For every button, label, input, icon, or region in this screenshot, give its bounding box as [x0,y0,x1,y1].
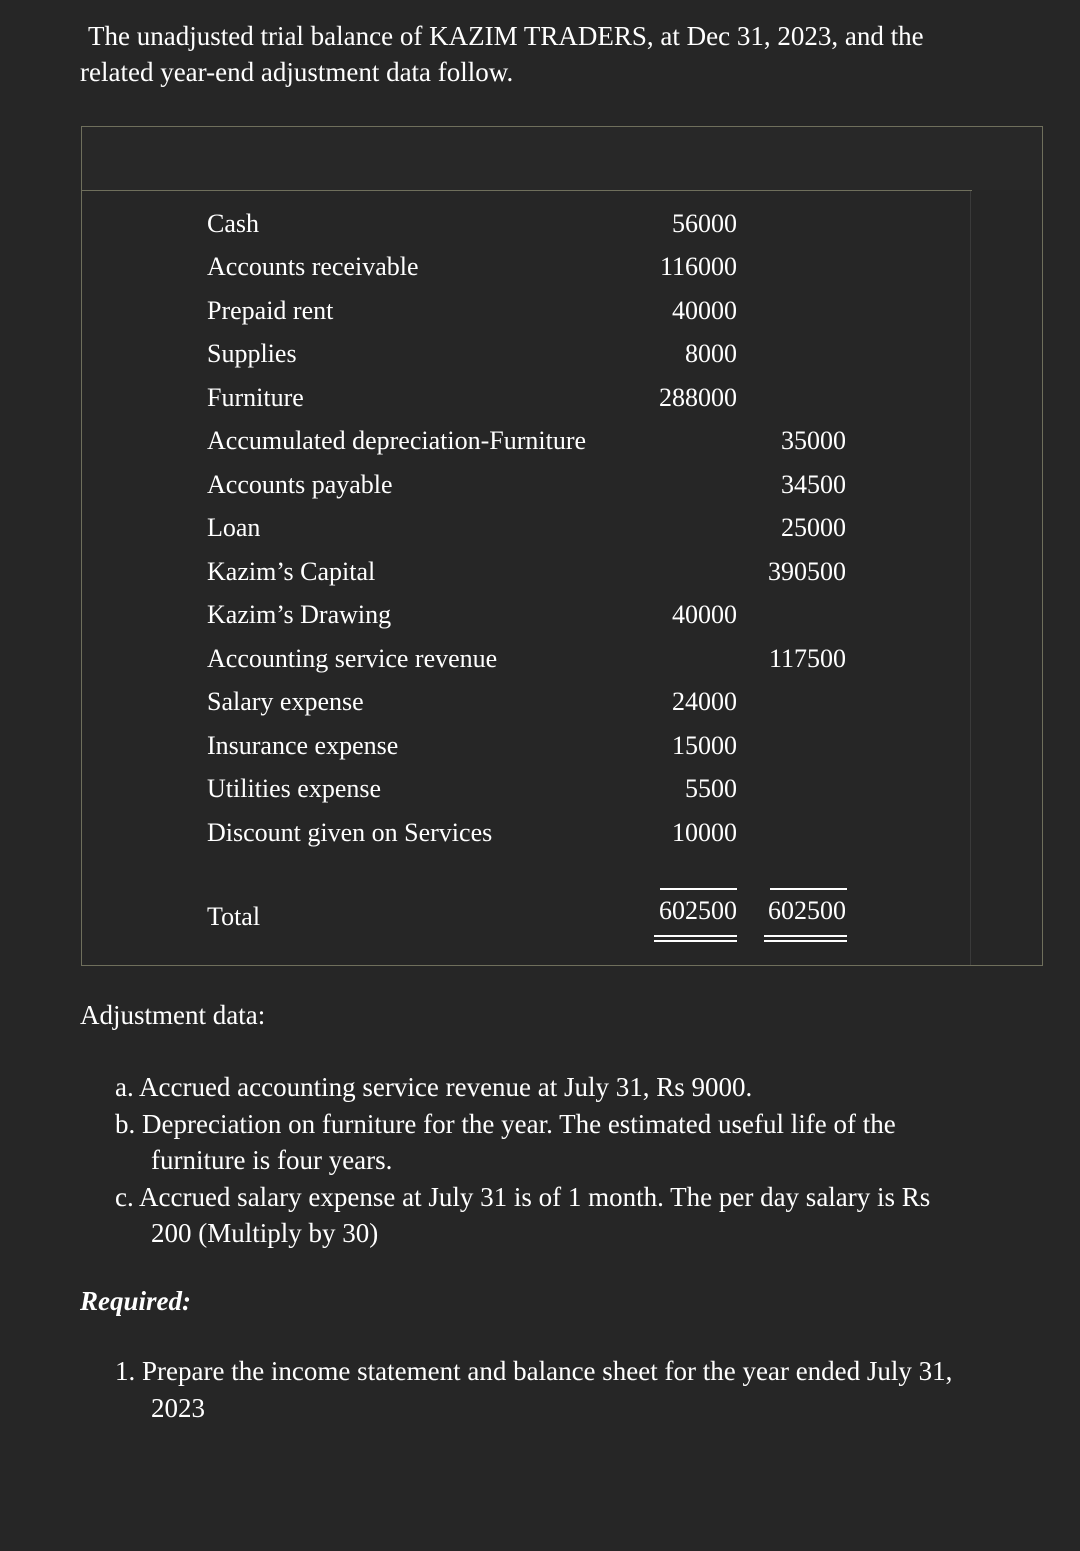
account-name: Loan [207,513,261,542]
account-name: Kazim’s Drawing [207,600,392,629]
account-name: Kazim’s Capital [207,557,376,586]
table-row [82,383,970,419]
debit-value: 56000 [672,209,737,238]
intro-line-1: The unadjusted trial balance of KAZIM TRADERS, at Dec 31, 2023, and the [88,21,924,51]
adjustment-list [115,1069,995,1252]
debit-value: 116000 [659,252,737,281]
debit-value: 40000 [672,296,737,325]
account-name: Accounts payable [207,470,393,499]
adjustment-data-heading: Adjustment data: [80,1000,266,1030]
credit-total-double-rule-bottom [764,940,847,942]
credit-value: 117500 [768,644,846,673]
table-row [82,600,970,636]
table-row [82,557,970,593]
account-name: Prepaid rent [207,296,334,325]
table-row [82,644,970,680]
account-name: Discount given on Services [207,818,493,847]
adjustment-b-line-2: furniture is four years. [151,1145,393,1175]
account-name: Cash [207,209,259,238]
adjustment-item-a [115,1069,995,1106]
table-row [82,687,970,723]
credit-value: 25000 [781,513,846,542]
debit-value: 40000 [672,600,737,629]
table-row [82,513,970,549]
debit-total-double-rule-top [654,935,737,937]
table-row [82,252,970,288]
table-row [82,731,970,767]
debit-value: 24000 [672,687,737,716]
debit-value: 15000 [672,731,737,760]
total-label: Total [207,902,261,931]
required-heading: Required: [80,1286,191,1316]
trial-balance-table [81,126,1043,966]
account-name: Insurance expense [207,731,399,760]
account-name: Furniture [207,383,304,412]
required-list [115,1353,1015,1426]
required-item-1-line-1: 1. Prepare the income statement and balance sheet for the year ended July 31, [115,1356,953,1386]
account-name: Accounting service revenue [207,644,498,673]
adjustment-item-b [115,1106,995,1179]
table-row [82,296,970,332]
table-row [82,209,970,245]
account-name: Accounts receivable [207,252,419,281]
table-row [82,818,970,854]
total-credit-value: 602500 [768,896,846,925]
total-row [82,896,970,938]
debit-subtotal-rule [660,888,737,890]
account-name: Salary expense [207,687,364,716]
adjustment-c-line-2: 200 (Multiply by 30) [151,1218,379,1248]
adjustment-b-line-1: b. Depreciation on furniture for the year. The estimated useful life of the [115,1108,896,1139]
table-header-gap [972,190,1042,191]
problem-intro [80,18,1020,90]
table-header-band [82,127,1042,191]
credit-value: 35000 [781,426,846,455]
intro-line-2: related year-end adjustment data follow. [80,57,514,87]
account-name: Utilities expense [207,774,382,803]
total-debit-value: 602500 [659,896,737,925]
debit-value: 10000 [672,818,737,847]
table-row [82,470,970,506]
adjustment-a-text: a. Accrued accounting service revenue at July 31, Rs 9000. [115,1072,753,1102]
credit-total-double-rule-top [764,935,847,937]
debit-value: 8000 [685,339,737,368]
credit-value: 390500 [768,557,846,586]
account-name: Supplies [207,339,297,368]
adjustment-c-line-1: c. Accrued salary expense at July 31 is of 1 month. The per day salary is Rs [115,1181,931,1212]
credit-value: 34500 [781,470,846,499]
adjustment-item-c [115,1179,995,1252]
debit-value: 5500 [685,774,737,803]
account-name: Accumulated depreciation-Furniture [207,426,587,455]
table-row [82,339,970,375]
trial-balance-body [82,191,971,965]
debit-value: 288000 [659,383,737,412]
table-row [82,426,970,462]
required-item-1-line-2: 2023 [151,1392,205,1423]
table-row [82,774,970,810]
debit-total-double-rule-bottom [654,940,737,942]
credit-subtotal-rule [770,888,847,890]
